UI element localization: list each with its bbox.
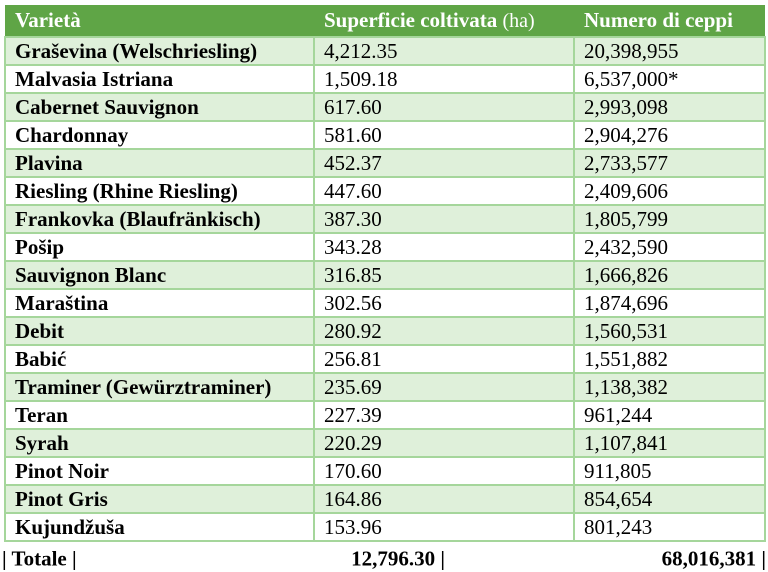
table-row — [5, 177, 765, 205]
ceppi-cell: 1,874,696 — [574, 289, 765, 317]
surface-cell: 256.81 — [314, 345, 574, 373]
surface-cell: 164.86 — [314, 485, 574, 513]
variety-cell: Sauvignon Blanc — [5, 261, 314, 289]
ceppi-cell: 2,409,606 — [574, 177, 765, 205]
surface-cell: 235.69 — [314, 373, 574, 401]
table-row — [5, 205, 765, 233]
variety-cell: Maraština — [5, 289, 314, 317]
table-row — [5, 233, 765, 261]
totals-row — [4, 542, 764, 572]
header-row — [5, 5, 765, 37]
surface-cell: 170.60 — [314, 457, 574, 485]
table-row — [5, 37, 765, 65]
variety-cell: Kujundžuša — [5, 513, 314, 541]
ceppi-cell: 1,805,799 — [574, 205, 765, 233]
surface-cell: 153.96 — [314, 513, 574, 541]
variety-cell: Traminer (Gewürztraminer) — [5, 373, 314, 401]
ceppi-cell: 20,398,955 — [574, 37, 765, 65]
variety-cell: Pinot Gris — [5, 485, 314, 513]
table-row — [5, 65, 765, 93]
variety-cell: Chardonnay — [5, 121, 314, 149]
variety-cell: Graševina (Welschriesling) — [5, 37, 314, 65]
table-row — [5, 485, 765, 513]
surface-cell: 220.29 — [314, 429, 574, 457]
surface-cell: 302.56 — [314, 289, 574, 317]
header-numero-ceppi-label: Numero di ceppi — [584, 8, 733, 32]
variety-cell: Pinot Noir — [5, 457, 314, 485]
table-row — [5, 513, 765, 541]
surface-cell: 4,212.35 — [314, 37, 574, 65]
table-row — [5, 149, 765, 177]
surface-cell: 227.39 — [314, 401, 574, 429]
table-row — [5, 317, 765, 345]
ceppi-cell: 854,654 — [574, 485, 765, 513]
vine-varieties-table — [4, 5, 766, 542]
table-row — [5, 93, 765, 121]
ceppi-cell: 961,244 — [574, 401, 765, 429]
table-row — [5, 457, 765, 485]
surface-cell: 617.60 — [314, 93, 574, 121]
variety-cell: Syrah — [5, 429, 314, 457]
header-varieta — [5, 5, 314, 37]
ceppi-cell: 1,138,382 — [574, 373, 765, 401]
surface-cell: 581.60 — [314, 121, 574, 149]
ceppi-cell: 2,432,590 — [574, 233, 765, 261]
variety-cell: Frankovka (Blaufränkisch) — [5, 205, 314, 233]
table-row — [5, 429, 765, 457]
table-row — [5, 121, 765, 149]
table-header — [5, 5, 765, 37]
variety-cell: Malvasia Istriana — [5, 65, 314, 93]
table-row — [5, 289, 765, 317]
variety-cell: Debit — [5, 317, 314, 345]
ceppi-cell: 2,904,276 — [574, 121, 765, 149]
totals-surface-value: 12,796.30 | — [351, 546, 445, 570]
table-body — [5, 37, 765, 541]
header-superficie-unit: (ha) — [502, 10, 535, 32]
surface-cell: 447.60 — [314, 177, 574, 205]
ceppi-cell: 911,805 — [574, 457, 765, 485]
variety-cell: Cabernet Sauvignon — [5, 93, 314, 121]
ceppi-cell: 801,243 — [574, 513, 765, 541]
table-row — [5, 345, 765, 373]
table-row — [5, 261, 765, 289]
variety-cell: Plavina — [5, 149, 314, 177]
variety-cell: Babić — [5, 345, 314, 373]
ceppi-cell: 1,560,531 — [574, 317, 765, 345]
ceppi-cell: 1,107,841 — [574, 429, 765, 457]
header-numero-ceppi — [574, 5, 765, 37]
table-row — [5, 401, 765, 429]
table-row — [5, 373, 765, 401]
ceppi-cell: 1,666,826 — [574, 261, 765, 289]
variety-cell: Pošip — [5, 233, 314, 261]
surface-cell: 1,509.18 — [314, 65, 574, 93]
ceppi-cell: 2,733,577 — [574, 149, 765, 177]
ceppi-cell: 1,551,882 — [574, 345, 765, 373]
header-superficie-label: Superficie coltivata — [324, 8, 498, 32]
totals-label: | Totale | — [2, 546, 77, 570]
surface-cell: 316.85 — [314, 261, 574, 289]
header-varieta-label: Varietà — [15, 8, 81, 32]
surface-cell: 452.37 — [314, 149, 574, 177]
ceppi-cell: 6,537,000* — [574, 65, 765, 93]
variety-cell: Riesling (Rhine Riesling) — [5, 177, 314, 205]
surface-cell: 387.30 — [314, 205, 574, 233]
surface-cell: 343.28 — [314, 233, 574, 261]
variety-cell: Teran — [5, 401, 314, 429]
totals-ceppi-value: 68,016,381 | — [661, 546, 766, 570]
header-superficie — [314, 5, 574, 37]
ceppi-cell: 2,993,098 — [574, 93, 765, 121]
surface-cell: 280.92 — [314, 317, 574, 345]
